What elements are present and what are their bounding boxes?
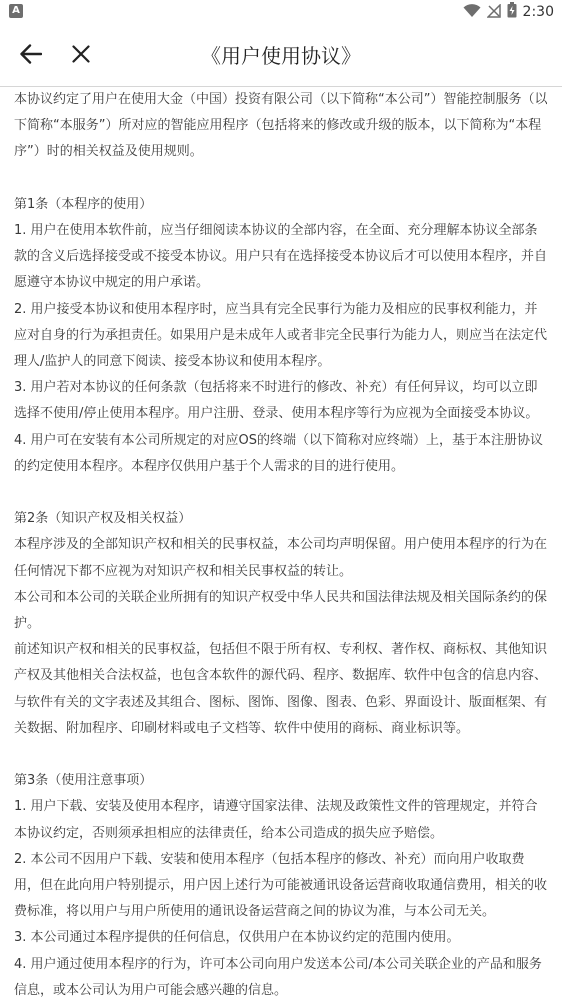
section-3-item-3: 3. 本公司通过本程序提供的任何信息，仅供用户在本协议约定的范围内使用。: [14, 930, 460, 946]
wifi-icon: [463, 3, 481, 22]
section-3-item-2: 2. 本公司不因用户下载、安装和使用本程序（包括本程序的修改、补充）而向用户收取费用，但在此向用户特别提示，用户因上述行为可能被通讯设备运营商收取通信费用，相关的收费标准，将以用户与用户所使用的通讯设备运营商之间的协议为准，与本公司无关。: [14, 851, 548, 920]
section-2-para-1: 本程序涉及的全部知识产权和相关的民事权益，本公司均声明保留。用户使用本程序的行为在任何情况下都不应视为对知识产权和相关民事权益的转让。: [14, 537, 548, 579]
status-time: 2:30: [522, 4, 554, 20]
spacer: [14, 166, 548, 192]
no-signal-icon: [487, 3, 501, 22]
section-2-title: 第2条（知识产权及相关权益）: [14, 511, 192, 527]
app-bar: [0, 24, 562, 87]
section-1-item-4: 4. 用户可在安装有本公司所规定的对应OS的终端（以下简称对应终端）上，基于本注册协议的约定使用本程序。本程序仅供用户基于个人需求的目的进行使用。: [14, 432, 544, 474]
section-1-title: 第1条（本程序的使用）: [14, 196, 153, 212]
section-3-title: 第3条（使用注意事项）: [14, 773, 153, 789]
battery-charging-icon: [507, 2, 517, 22]
section-3-item-1: 1. 用户下载、安装及使用本程序，请遵守国家法律、法规及政策性文件的管理规定，并符合本协议约定，否则须承担相应的法律责任，给本公司造成的损失应予赔偿。: [14, 799, 538, 841]
section-1-item-2: 2. 用户接受本协议和使用本程序时，应当具有完全民事行为能力及相应的民事权利能力，并应对自身的行为承担责任。如果用户是未成年人或者非完全民事行为能力人，则应当在法定代理人/监护人的同意下阅读、接受本协议和使用本程序。: [14, 301, 548, 370]
status-bar: [0, 0, 562, 24]
intro-paragraph: 本协议约定了用户在使用大金（中国）投资有限公司（以下简称“本公司”）智能控制服务（以下简称“本服务”）所对应的智能应用程序（包括将来的修改或升级的版本，以下简称为“本程序”）时的相关权益及使用规则。: [14, 92, 548, 160]
page-title: 《用户使用协议》: [201, 44, 361, 68]
agreement-content: [14, 87, 548, 1004]
spacer: [14, 742, 548, 768]
section-1-item-3: 3. 用户若对本协议的任何条款（包括将来不时进行的修改、补充）有任何异议，均可以立即选择不使用/停止使用本程序。用户注册、登录、使用本程序等行为应视为全面接受本协议。: [14, 380, 539, 422]
section-3-item-4: 4. 用户通过使用本程序的行为，许可本公司向用户发送本公司/本公司关联企业的产品和服务信息，或本公司认为用户可能会感兴趣的信息。: [14, 956, 542, 998]
section-2-para-3: 前述知识产权和相关的民事权益，包括但不限于所有权、专利权、著作权、商标权、其他知识产权及其他相关合法权益，也包含本软件的源代码、程序、数据库、软件中包含的信息内容、与软件有关的文字表述及其组合、图标、图饰、图像、图表、色彩、界面设计、版面框架、有关数据、附加程序、印刷材料或电子文档等、软件中使用的商标、商业标识等。: [14, 642, 548, 736]
notification-app-icon: A: [9, 4, 23, 18]
section-1-item-1: 1. 用户在使用本软件前，应当仔细阅读本协议的全部内容，在全面、充分理解本协议全部条款的含义后选择接受或不接受本协议。用户只有在选择接受本协议后才可以使用本程序，并自愿遵守本协议中规定的用户承诺。: [14, 223, 548, 291]
status-icons: [463, 2, 554, 22]
spacer: [14, 480, 548, 506]
section-2-para-2: 本公司和本公司的关联企业所拥有的知识产权受中华人民共和国法律法规及相关国际条约的保护。: [14, 589, 548, 632]
